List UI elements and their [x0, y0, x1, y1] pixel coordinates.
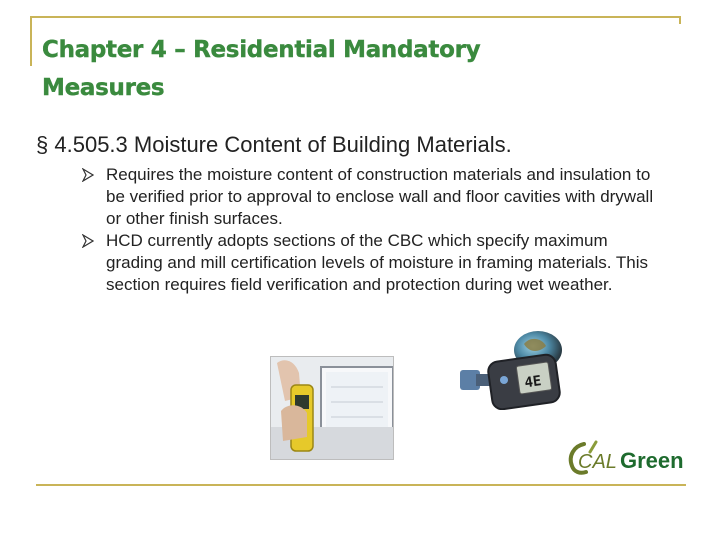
calgreen-logo-art [566, 440, 688, 480]
arrow-bullet-icon [82, 234, 94, 248]
bullet-item [82, 164, 662, 230]
section-heading [36, 131, 676, 159]
meter-display-text: 4E [523, 373, 543, 392]
frame-right-tick [679, 16, 681, 24]
moisture-meter-photo [270, 356, 394, 460]
slide-title [42, 31, 662, 107]
calgreen-logo [566, 440, 688, 480]
frame-top-line [30, 16, 680, 18]
logo-green-text: Green [620, 448, 684, 473]
bullet-list [82, 164, 662, 296]
title-line-2: Measures [42, 75, 165, 101]
bullet-item [82, 230, 662, 296]
bullet-text: HCD currently adopts sections of the CBC which specify maximum grading and mill certification levels of moisture in framing materials. This section requires field verification and protection during wet weather. [106, 231, 649, 294]
moisture-meter-illustration [271, 357, 393, 459]
digital-meter-illustration [460, 330, 564, 410]
frame-bottom-line [36, 484, 686, 486]
digital-meter-photo [460, 330, 564, 410]
section-text: 4.505.3 Moisture Content of Building Materials. [54, 132, 512, 157]
bullet-text: Requires the moisture content of construction materials and insulation to be verified prior to approval to enclose wall and floor cavities with drywall or other finish surfaces. [106, 165, 654, 228]
frame-left-line [30, 16, 32, 66]
title-line-1: Chapter 4 – Residential Mandatory [42, 37, 481, 63]
logo-cal-text: CAL [578, 451, 617, 473]
arrow-bullet-icon [82, 168, 94, 182]
section-symbol: § [36, 132, 49, 157]
